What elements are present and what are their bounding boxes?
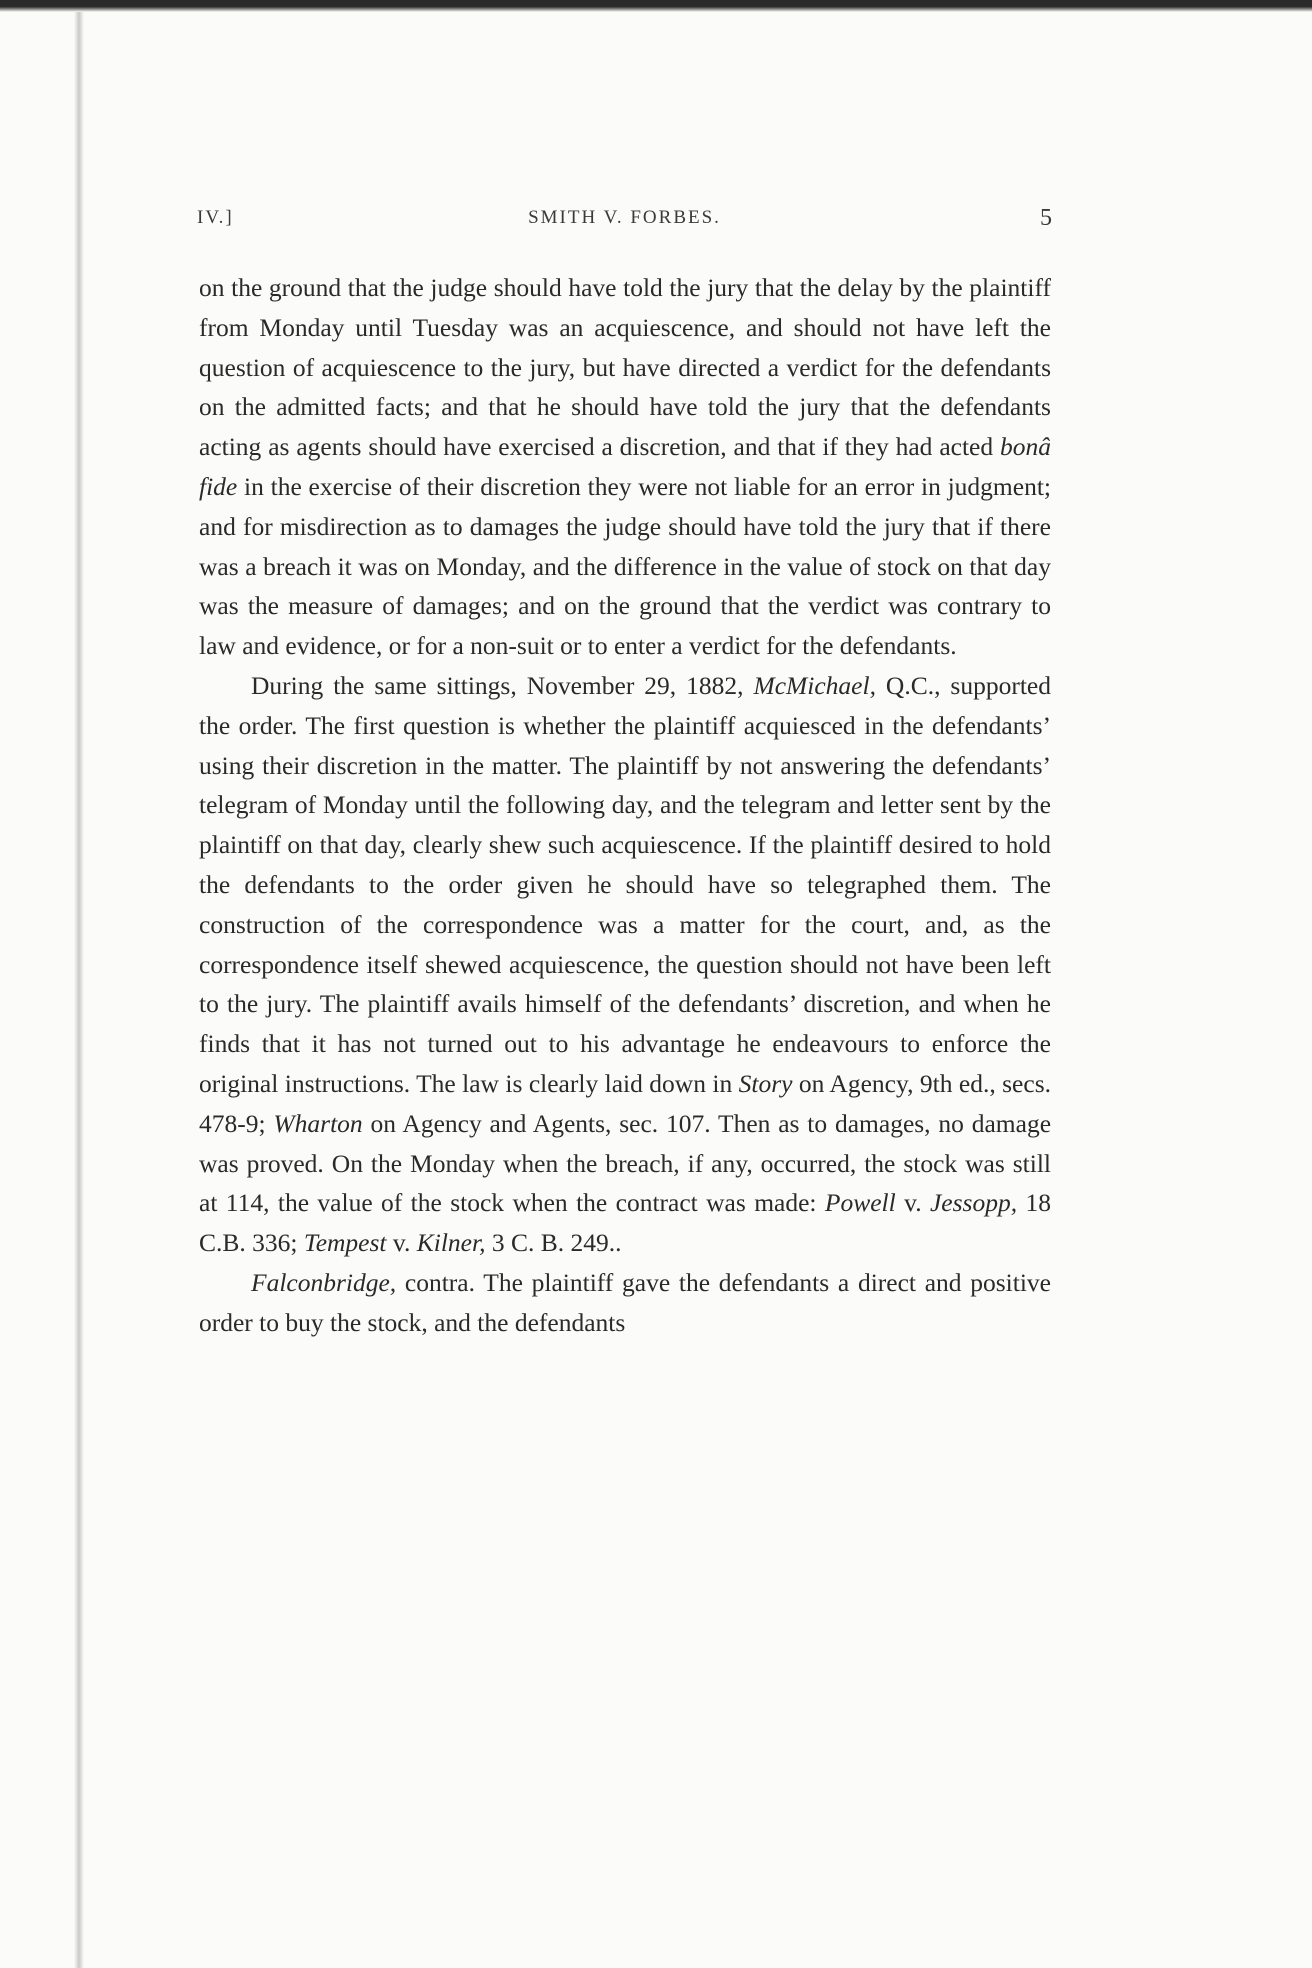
italic-citation: bonâ fide bbox=[199, 432, 1051, 501]
text-run: on Agency, 9th ed., secs. 478-9; bbox=[199, 1068, 1051, 1138]
italic-citation: Powell bbox=[824, 1188, 896, 1218]
text-run: 3 C. B. 249.. bbox=[485, 1228, 622, 1258]
text-run: on the ground that the judge should have told the jury that the delay by the plaintiff from Monday until Tuesday was an acquiescence, and should not have left the question of acquiescence to the jury, but have directed a verdict for the defendants on the admitted facts; and that he should have told the jury that the defendants acting as agents should have exercised a discretion, and that if they had acted bbox=[199, 273, 1051, 462]
text-run: Q.C., supported the order. The first question is whether the plaintiff acquiesced in the defendants’ using their discretion in the matter. The plaintiff by not answering the defendants’ telegram of Monday until the following day, and the telegram and letter sent by the plaintiff on that day, clearly shew such acquiescence. If the plaintiff desired to hold the defendants to the order given he should have so telegraphed them. The construction of the correspondence was a matter for the court, and, as the correspondence itself shewed acquiescence, the question should not have been left to the jury. The plaintiff avails himself of the defendants’ discretion, and when he finds that it has not turned out to his advantage he endeavours to enforce the original instructions. The law is clearly laid down in bbox=[199, 670, 1051, 1098]
text-run: 18 C.B. 336; bbox=[199, 1188, 1051, 1258]
italic-citation: Tempest bbox=[303, 1228, 387, 1258]
text-run: v. bbox=[386, 1228, 417, 1258]
italic-citation: Jessopp, bbox=[929, 1188, 1018, 1218]
paragraph-mcmichael-argument bbox=[199, 666, 1051, 1263]
italic-citation: McMichael, bbox=[753, 670, 876, 700]
text-run: v. bbox=[895, 1188, 930, 1218]
italic-citation: Kilner, bbox=[416, 1228, 486, 1258]
text-run: on Agency and Agents, sec. 107. Then as to damages, no damage was proved. On the Monday when the breach, if any, occurred, the stock was still at 114, the value of the stock when the contract was made: bbox=[199, 1108, 1052, 1218]
scan-top-edge bbox=[0, 0, 1312, 12]
case-title: SMITH V. FORBES. bbox=[528, 207, 721, 228]
text-run: in the exercise of their discretion they were not liable for an error in judgment; and for misdirection as to damages the judge should have told the jury that if there was a breach it was on Monday, and the difference in the value of stock on that day was the measure of damages; and on the ground that the verdict was contrary to law and evidence, or for a non-suit or to enter a verdict for the defendants. bbox=[199, 471, 1051, 661]
paragraph-falconbridge-argument bbox=[199, 1263, 1051, 1343]
text-run: contra. The plaintiff gave the defendants a direct and positive order to buy the stock, and the defendants bbox=[199, 1267, 1051, 1337]
body-text bbox=[199, 268, 1051, 1343]
paragraph-continuation bbox=[199, 268, 1051, 666]
volume-marker: IV.] bbox=[197, 207, 234, 228]
italic-citation: Falconbridge, bbox=[251, 1267, 397, 1297]
italic-citation: Story bbox=[738, 1068, 793, 1098]
text-run: During the same sittings, November 29, 1882, bbox=[251, 670, 754, 700]
page-number: 5 bbox=[1040, 205, 1052, 231]
italic-citation: Wharton bbox=[273, 1108, 363, 1138]
binding-shadow bbox=[74, 12, 84, 1968]
running-head bbox=[197, 207, 1052, 237]
